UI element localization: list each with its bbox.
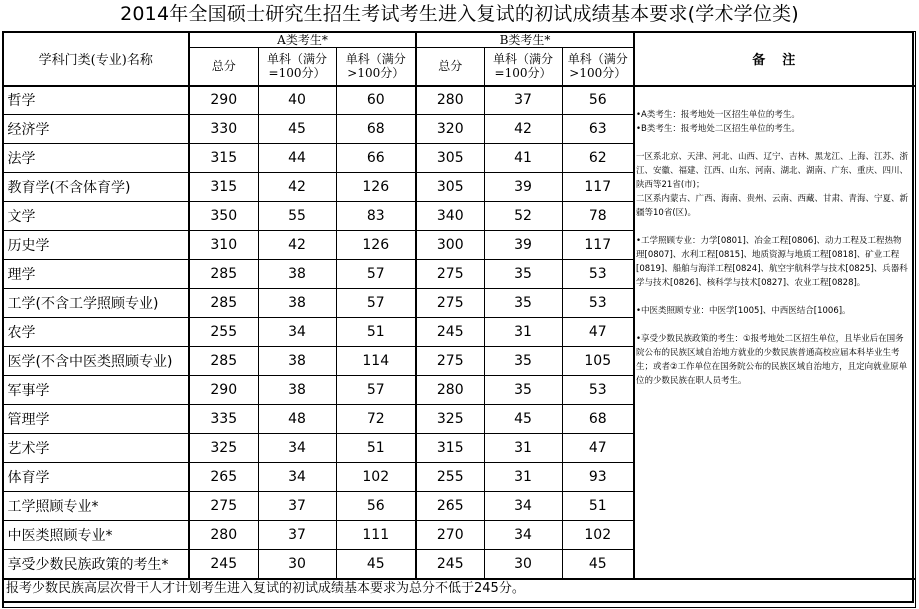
subject-name: 医学(不含中医类照顾专业) <box>3 347 189 376</box>
score-b-single-gt100: 47 <box>562 434 634 463</box>
score-b-single-gt100: 62 <box>562 144 634 173</box>
score-a-single-gt100: 72 <box>336 405 416 434</box>
score-a-total: 335 <box>189 405 258 434</box>
score-b-single-100: 45 <box>484 405 562 434</box>
subject-name: 享受少数民族政策的考生* <box>3 550 189 579</box>
score-a-single-gt100: 114 <box>336 347 416 376</box>
score-b-total: 265 <box>416 492 484 521</box>
score-b-single-100: 31 <box>484 318 562 347</box>
score-b-single-100: 30 <box>484 550 562 579</box>
header-b-single-gt100-line1: 单科（满分 <box>567 52 628 67</box>
subject-name: 法学 <box>3 144 189 173</box>
document-title: 2014年全国硕士研究生招生考试考生进入复试的初试成绩基本要求(学术学位类) <box>120 3 799 25</box>
score-b-total: 305 <box>416 173 484 202</box>
subject-name: 农学 <box>3 318 189 347</box>
score-a-total: 350 <box>189 202 258 231</box>
score-b-total: 320 <box>416 115 484 144</box>
score-a-total: 275 <box>189 492 258 521</box>
score-a-total: 245 <box>189 550 258 579</box>
score-b-single-gt100: 63 <box>562 115 634 144</box>
score-b-total: 255 <box>416 463 484 492</box>
score-b-single-gt100: 68 <box>562 405 634 434</box>
score-a-single-gt100: 111 <box>336 521 416 550</box>
score-a-single-100: 34 <box>258 463 336 492</box>
subject-name: 经济学 <box>3 115 189 144</box>
score-a-total: 290 <box>189 86 258 115</box>
header-a-total: 总分 <box>189 48 258 86</box>
score-b-single-100: 31 <box>484 463 562 492</box>
score-a-single-gt100: 60 <box>336 86 416 115</box>
subject-name: 理学 <box>3 260 189 289</box>
score-b-total: 340 <box>416 202 484 231</box>
score-b-single-100: 37 <box>484 86 562 115</box>
subject-name: 历史学 <box>3 231 189 260</box>
score-a-single-100: 55 <box>258 202 336 231</box>
score-b-total: 280 <box>416 86 484 115</box>
header-group-b: B类考生* <box>416 32 634 48</box>
score-b-single-gt100: 51 <box>562 492 634 521</box>
score-a-single-100: 42 <box>258 173 336 202</box>
score-a-single-gt100: 51 <box>336 318 416 347</box>
score-a-single-100: 40 <box>258 86 336 115</box>
header-a-single-gt100-line1: 单科（满分 <box>345 52 406 67</box>
score-b-single-gt100: 117 <box>562 173 634 202</box>
score-b-single-100: 42 <box>484 115 562 144</box>
score-b-total: 325 <box>416 405 484 434</box>
score-b-single-gt100: 78 <box>562 202 634 231</box>
subject-name: 教育学(不含体育学) <box>3 173 189 202</box>
footer-note: 报考少数民族高层次骨干人才计划考生进入复试的初试成绩基本要求为总分不低于245分。 <box>6 581 525 596</box>
header-b-single-100-line2: =100分） <box>494 66 552 81</box>
score-b-single-gt100: 53 <box>562 260 634 289</box>
score-a-single-100: 38 <box>258 289 336 318</box>
subject-name: 管理学 <box>3 405 189 434</box>
subject-name: 中医类照顾专业* <box>3 521 189 550</box>
score-b-single-100: 35 <box>484 260 562 289</box>
subject-name: 哲学 <box>3 86 189 115</box>
score-a-total: 285 <box>189 347 258 376</box>
score-a-single-100: 37 <box>258 521 336 550</box>
score-a-total: 285 <box>189 260 258 289</box>
score-a-total: 265 <box>189 463 258 492</box>
score-b-single-100: 35 <box>484 347 562 376</box>
score-a-single-gt100: 126 <box>336 173 416 202</box>
header-group-a: A类考生* <box>189 32 416 48</box>
score-a-total: 325 <box>189 434 258 463</box>
score-b-total: 275 <box>416 347 484 376</box>
score-a-single-gt100: 126 <box>336 231 416 260</box>
score-b-total: 245 <box>416 318 484 347</box>
header-subject: 学科门类(专业)名称 <box>3 32 189 86</box>
score-b-single-100: 34 <box>484 492 562 521</box>
score-b-total: 275 <box>416 289 484 318</box>
score-a-single-100: 45 <box>258 115 336 144</box>
score-b-single-gt100: 53 <box>562 289 634 318</box>
remarks-notes <box>636 108 910 388</box>
score-a-total: 315 <box>189 173 258 202</box>
score-a-single-100: 44 <box>258 144 336 173</box>
remark-line: •享受少数民族政策的考生：①报考地处二区招生单位，且毕业后在国务院公布的民族区域自治地方就业的少数民族普通高校应届本科毕业生考生；或者②工作单位在国务院公布的民族区域自治地方，且定向就业原单位的少数民族在职人员考生。 <box>636 334 908 386</box>
score-b-single-100: 52 <box>484 202 562 231</box>
header-remarks: 备 注 <box>634 32 915 86</box>
score-a-single-100: 38 <box>258 260 336 289</box>
remark-line <box>636 318 910 332</box>
score-b-total: 280 <box>416 376 484 405</box>
score-a-single-100: 38 <box>258 347 336 376</box>
score-a-total: 315 <box>189 144 258 173</box>
score-a-single-100: 38 <box>258 376 336 405</box>
score-a-total: 330 <box>189 115 258 144</box>
score-b-total: 270 <box>416 521 484 550</box>
score-a-total: 285 <box>189 289 258 318</box>
score-a-total: 290 <box>189 376 258 405</box>
score-b-single-gt100: 105 <box>562 347 634 376</box>
score-b-single-gt100: 56 <box>562 86 634 115</box>
score-a-single-gt100: 56 <box>336 492 416 521</box>
score-a-total: 310 <box>189 231 258 260</box>
score-b-single-gt100: 93 <box>562 463 634 492</box>
remark-line: •B类考生：报考地处二区招生单位的考生。 <box>636 124 800 134</box>
score-b-single-gt100: 53 <box>562 376 634 405</box>
score-b-single-100: 39 <box>484 231 562 260</box>
header-a-single-100-line2: =100分） <box>268 66 326 81</box>
remark-line <box>636 136 910 150</box>
remark-line: •中医类照顾专业：中医学[1005]、中西医结合[1006]。 <box>636 306 851 316</box>
score-b-single-gt100: 102 <box>562 521 634 550</box>
score-b-total: 315 <box>416 434 484 463</box>
score-a-single-100: 34 <box>258 434 336 463</box>
score-b-single-gt100: 117 <box>562 231 634 260</box>
header-b-single-100-line1: 单科（满分 <box>492 52 553 67</box>
score-b-single-100: 35 <box>484 376 562 405</box>
subject-name: 艺术学 <box>3 434 189 463</box>
subject-name: 文学 <box>3 202 189 231</box>
score-a-single-gt100: 57 <box>336 376 416 405</box>
remark-line <box>636 220 910 234</box>
subject-name: 工学照顾专业* <box>3 492 189 521</box>
score-a-single-gt100: 102 <box>336 463 416 492</box>
header-b-single-gt100-line2: >100分） <box>569 66 627 81</box>
score-b-single-100: 39 <box>484 173 562 202</box>
header-b-total: 总分 <box>416 48 484 86</box>
header-a-single-gt100-line2: >100分） <box>347 66 405 81</box>
score-a-single-100: 34 <box>258 318 336 347</box>
score-a-single-gt100: 51 <box>336 434 416 463</box>
score-b-single-gt100: 45 <box>562 550 634 579</box>
header-a-single-100-line1: 单科（满分 <box>266 52 327 67</box>
score-b-total: 300 <box>416 231 484 260</box>
score-a-total: 255 <box>189 318 258 347</box>
score-a-single-100: 30 <box>258 550 336 579</box>
subject-name: 军事学 <box>3 376 189 405</box>
score-a-single-gt100: 66 <box>336 144 416 173</box>
score-a-single-gt100: 57 <box>336 260 416 289</box>
score-a-single-gt100: 45 <box>336 550 416 579</box>
score-b-total: 305 <box>416 144 484 173</box>
score-a-total: 280 <box>189 521 258 550</box>
score-a-single-100: 37 <box>258 492 336 521</box>
score-a-single-gt100: 68 <box>336 115 416 144</box>
remark-line: •A类考生：报考地处一区招生单位的考生。 <box>636 110 800 120</box>
subject-name: 工学(不含工学照顾专业) <box>3 289 189 318</box>
remark-line <box>636 290 910 304</box>
remark-line: 一区系北京、天津、河北、山西、辽宁、吉林、黑龙江、上海、江苏、浙江、安徽、福建、江西、山东、河南、湖北、湖南、广东、重庆、四川、陕西等21省(市)； <box>636 152 909 190</box>
score-b-single-100: 41 <box>484 144 562 173</box>
remark-line: •工学照顾专业：力学[0801]、冶金工程[0806]、动力工程及工程热物理[0807]、水利工程[0815]、地质资源与地质工程[0818]、矿业工程[0819]、船舶与海洋工程[0824]、航空宇航科学与技术[0825]、兵器科学与技术[0826]、核科学与技术[0827]、农业工程[0828]。 <box>636 236 908 288</box>
score-b-single-gt100: 47 <box>562 318 634 347</box>
remark-line: 二区系内蒙古、广西、海南、贵州、云南、西藏、甘肃、青海、宁夏、新疆等10省(区)。 <box>636 194 909 218</box>
score-a-single-100: 48 <box>258 405 336 434</box>
subject-name: 体育学 <box>3 463 189 492</box>
score-b-total: 275 <box>416 260 484 289</box>
score-a-single-100: 42 <box>258 231 336 260</box>
score-b-single-100: 34 <box>484 521 562 550</box>
score-b-single-100: 35 <box>484 289 562 318</box>
score-b-total: 245 <box>416 550 484 579</box>
score-b-single-100: 31 <box>484 434 562 463</box>
score-a-single-gt100: 83 <box>336 202 416 231</box>
score-a-single-gt100: 57 <box>336 289 416 318</box>
